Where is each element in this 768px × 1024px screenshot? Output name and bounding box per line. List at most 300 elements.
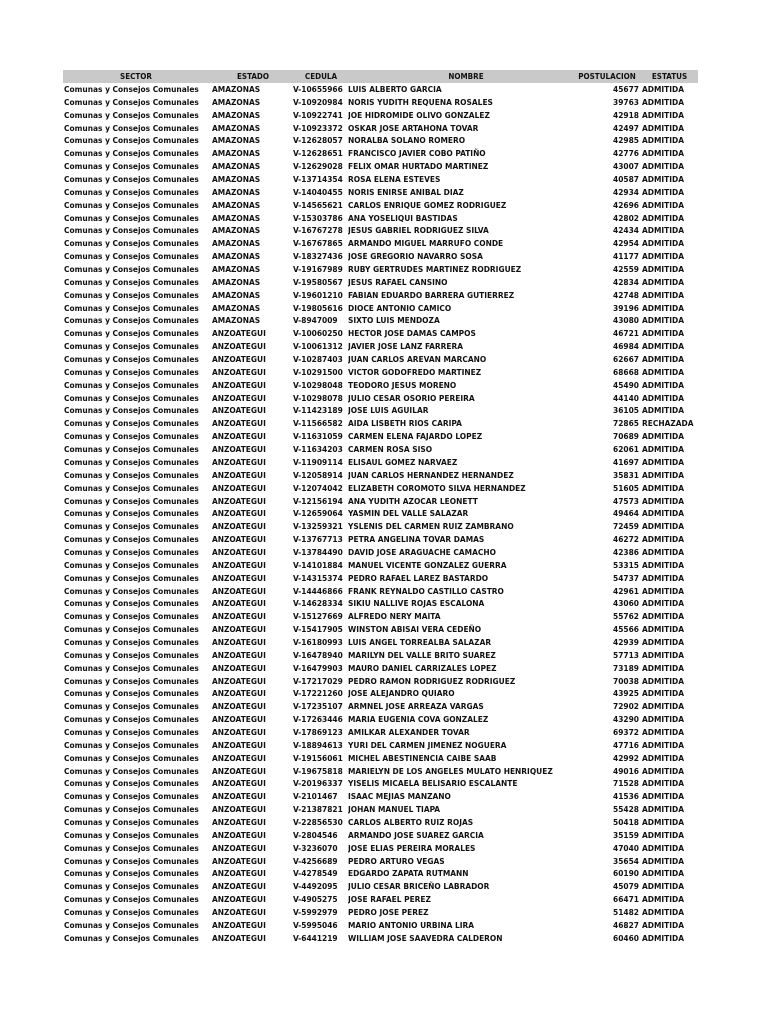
cell-cedula: V-19675818 bbox=[293, 765, 343, 776]
table-row bbox=[63, 636, 698, 649]
table-row bbox=[63, 932, 698, 945]
cell-cedula: V-12628057 bbox=[293, 135, 343, 146]
cell-postulacion: 51482 bbox=[613, 907, 639, 917]
cell-cedula: V-10287403 bbox=[293, 354, 343, 365]
cell-sector: Comunas y Consejos Comunales bbox=[64, 546, 199, 557]
table-row bbox=[63, 443, 698, 456]
cell-cedula: V-10298078 bbox=[293, 392, 343, 403]
cell-estado: ANZOATEGUI bbox=[212, 816, 266, 827]
cell-nombre: JULIO CESAR BRICEÑO LABRADOR bbox=[348, 881, 490, 892]
table-row bbox=[63, 777, 698, 790]
cell-cedula: V-13714354 bbox=[293, 174, 343, 185]
cell-sector: Comunas y Consejos Comunales bbox=[64, 225, 199, 236]
cell-postulacion: 49464 bbox=[613, 508, 639, 519]
table-row bbox=[63, 186, 698, 199]
cell-nombre: MARILYN DEL VALLE BRITO SUAREZ bbox=[348, 649, 496, 660]
cell-estado: ANZOATEGUI bbox=[212, 649, 266, 660]
cell-nombre: CARMEN ELENA FAJARDO LOPEZ bbox=[348, 431, 483, 442]
cell-sector: Comunas y Consejos Comunales bbox=[64, 932, 199, 943]
table-row bbox=[63, 816, 698, 829]
table-row bbox=[63, 276, 698, 289]
cell-nombre: PEDRO RAMON RODRIGUEZ RODRIGUEZ bbox=[348, 675, 516, 686]
cell-postulacion: 42776 bbox=[613, 148, 639, 159]
cell-nombre: YSLENIS DEL CARMEN RUIZ ZAMBRANO bbox=[348, 521, 514, 532]
cell-sector: Comunas y Consejos Comunales bbox=[64, 611, 199, 622]
cell-postulacion: 45566 bbox=[613, 624, 639, 635]
cell-cedula: V-4905275 bbox=[293, 894, 338, 905]
cell-sector: Comunas y Consejos Comunales bbox=[64, 534, 199, 545]
cell-cedula: V-19601210 bbox=[293, 289, 343, 300]
cell-sector: Comunas y Consejos Comunales bbox=[64, 791, 199, 802]
cell-estado: ANZOATEGUI bbox=[212, 366, 266, 377]
cell-estatus: ADMITIDA bbox=[642, 366, 685, 377]
cell-postulacion: 55762 bbox=[613, 611, 639, 622]
cell-estado: ANZOATEGUI bbox=[212, 495, 266, 506]
cell-estatus: ADMITIDA bbox=[642, 328, 685, 339]
cell-sector: Comunas y Consejos Comunales bbox=[64, 842, 199, 853]
cell-estado: AMAZONAS bbox=[212, 315, 261, 326]
cell-estatus: ADMITIDA bbox=[642, 431, 685, 442]
cell-cedula: V-19156061 bbox=[293, 752, 343, 763]
cell-estatus: ADMITIDA bbox=[642, 225, 685, 236]
cell-cedula: V-4256689 bbox=[293, 855, 338, 866]
cell-sector: Comunas y Consejos Comunales bbox=[64, 765, 199, 776]
cell-sector: Comunas y Consejos Comunales bbox=[64, 212, 199, 223]
cell-cedula: V-17217029 bbox=[293, 675, 343, 686]
cell-postulacion: 45079 bbox=[613, 881, 639, 892]
cell-sector: Comunas y Consejos Comunales bbox=[64, 636, 199, 647]
table-row bbox=[63, 417, 698, 430]
cell-estatus: ADMITIDA bbox=[642, 688, 685, 699]
cell-estatus: ADMITIDA bbox=[642, 289, 685, 300]
cell-estado: ANZOATEGUI bbox=[212, 778, 266, 789]
cell-sector: Comunas y Consejos Comunales bbox=[64, 739, 199, 750]
cell-sector: Comunas y Consejos Comunales bbox=[64, 559, 199, 570]
cell-nombre: WINSTON ABISAI VERA CEDEÑO bbox=[348, 624, 482, 635]
cell-cedula: V-10291500 bbox=[293, 366, 343, 377]
cell-postulacion: 57713 bbox=[613, 649, 639, 660]
cell-sector: Comunas y Consejos Comunales bbox=[64, 726, 199, 737]
cell-nombre: RUBY GERTRUDES MARTINEZ RODRIGUEZ bbox=[348, 264, 522, 275]
cell-cedula: V-4492095 bbox=[293, 881, 338, 892]
cell-nombre: NORALBA SOLANO ROMERO bbox=[348, 135, 466, 146]
cell-sector: Comunas y Consejos Comunales bbox=[64, 804, 199, 815]
table-row bbox=[63, 212, 698, 225]
cell-nombre: JULIO CESAR OSORIO PEREIRA bbox=[348, 392, 475, 403]
cell-estatus: ADMITIDA bbox=[642, 855, 685, 866]
cell-sector: Comunas y Consejos Comunales bbox=[64, 354, 199, 365]
cell-estado: AMAZONAS bbox=[212, 225, 261, 236]
table-row bbox=[63, 96, 698, 109]
header-postulacion: POSTULACION bbox=[578, 72, 636, 81]
cell-sector: Comunas y Consejos Comunales bbox=[64, 199, 199, 210]
cell-nombre: MAURO DANIEL CARRIZALES LOPEZ bbox=[348, 662, 497, 673]
cell-estatus: ADMITIDA bbox=[642, 482, 685, 493]
cell-postulacion: 41697 bbox=[613, 456, 639, 467]
cell-nombre: PEDRO RAFAEL LAREZ BASTARDO bbox=[348, 572, 489, 583]
cell-cedula: V-14040455 bbox=[293, 186, 343, 197]
table-row bbox=[63, 803, 698, 816]
cell-sector: Comunas y Consejos Comunales bbox=[64, 881, 199, 892]
cell-sector: Comunas y Consejos Comunales bbox=[64, 238, 199, 249]
cell-estado: ANZOATEGUI bbox=[212, 662, 266, 673]
cell-sector: Comunas y Consejos Comunales bbox=[64, 366, 199, 377]
cell-estado: ANZOATEGUI bbox=[212, 842, 266, 853]
cell-cedula: V-11631059 bbox=[293, 431, 343, 442]
cell-cedula: V-11634203 bbox=[293, 444, 343, 455]
cell-sector: Comunas y Consejos Comunales bbox=[64, 405, 199, 416]
cell-sector: Comunas y Consejos Comunales bbox=[64, 186, 199, 197]
cell-cedula: V-20196337 bbox=[293, 778, 343, 789]
table-row bbox=[63, 392, 698, 405]
cell-nombre: MANUEL VICENTE GONZALEZ GUERRA bbox=[348, 559, 507, 570]
cell-nombre: ISAAC MEJIAS MANZANO bbox=[348, 791, 451, 802]
cell-estado: ANZOATEGUI bbox=[212, 508, 266, 519]
cell-postulacion: 42961 bbox=[613, 585, 639, 596]
cell-cedula: V-2804546 bbox=[293, 829, 338, 840]
cell-estado: ANZOATEGUI bbox=[212, 611, 266, 622]
cell-estado: AMAZONAS bbox=[212, 276, 261, 287]
cell-postulacion: 42802 bbox=[613, 212, 639, 223]
cell-estado: AMAZONAS bbox=[212, 289, 261, 300]
cell-estado: ANZOATEGUI bbox=[212, 444, 266, 455]
cell-nombre: CARLOS ALBERTO RUIZ ROJAS bbox=[348, 816, 474, 827]
cell-cedula: V-5995046 bbox=[293, 919, 338, 930]
cell-estado: ANZOATEGUI bbox=[212, 624, 266, 635]
cell-postulacion: 36105 bbox=[613, 405, 639, 416]
cell-estado: ANZOATEGUI bbox=[212, 894, 266, 905]
cell-nombre: FRANCISCO JAVIER COBO PATIÑO bbox=[348, 148, 486, 159]
cell-sector: Comunas y Consejos Comunales bbox=[64, 624, 199, 635]
table-row bbox=[63, 855, 698, 868]
cell-nombre: ELIZABETH COROMOTO SILVA HERNANDEZ bbox=[348, 482, 526, 493]
cell-estatus: ADMITIDA bbox=[642, 122, 685, 133]
cell-sector: Comunas y Consejos Comunales bbox=[64, 829, 199, 840]
cell-estado: AMAZONAS bbox=[212, 161, 261, 172]
cell-nombre: JAVIER JOSE LANZ FARRERA bbox=[348, 341, 464, 352]
cell-estado: AMAZONAS bbox=[212, 122, 261, 133]
cell-estado: AMAZONAS bbox=[212, 199, 261, 210]
cell-cedula: V-19580567 bbox=[293, 276, 343, 287]
cell-estatus: ADMITIDA bbox=[642, 739, 685, 750]
cell-postulacion: 40587 bbox=[613, 174, 639, 185]
cell-estado: ANZOATEGUI bbox=[212, 829, 266, 840]
table-row bbox=[63, 507, 698, 520]
table-row bbox=[63, 687, 698, 700]
cell-nombre: FRANK REYNALDO CASTILLO CASTRO bbox=[348, 585, 504, 596]
cell-nombre: JOSE ALEJANDRO QUIARO bbox=[348, 688, 455, 699]
cell-cedula: V-6441219 bbox=[293, 932, 338, 943]
cell-cedula: V-10922741 bbox=[293, 109, 343, 120]
cell-sector: Comunas y Consejos Comunales bbox=[64, 341, 199, 352]
cell-estatus: ADMITIDA bbox=[642, 456, 685, 467]
cell-sector: Comunas y Consejos Comunales bbox=[64, 688, 199, 699]
cell-postulacion: 43290 bbox=[613, 714, 639, 725]
cell-cedula: V-3236070 bbox=[293, 842, 338, 853]
cell-cedula: V-14101884 bbox=[293, 559, 343, 570]
cell-postulacion: 60190 bbox=[613, 868, 639, 879]
cell-estatus: ADMITIDA bbox=[642, 726, 685, 737]
cell-estatus: ADMITIDA bbox=[642, 84, 685, 94]
cell-estado: ANZOATEGUI bbox=[212, 855, 266, 866]
cell-estatus: ADMITIDA bbox=[642, 354, 685, 365]
cell-cedula: V-14565621 bbox=[293, 199, 343, 210]
cell-nombre: FELIX OMAR HURTADO MARTINEZ bbox=[348, 161, 489, 172]
cell-sector: Comunas y Consejos Comunales bbox=[64, 418, 199, 429]
cell-postulacion: 41536 bbox=[613, 791, 639, 802]
cell-cedula: V-2101467 bbox=[293, 791, 338, 802]
cell-cedula: V-4278549 bbox=[293, 868, 338, 879]
table-row bbox=[63, 893, 698, 906]
table-row bbox=[63, 134, 698, 147]
cell-estatus: ADMITIDA bbox=[642, 585, 685, 596]
cell-estado: ANZOATEGUI bbox=[212, 688, 266, 699]
cell-nombre: HECTOR JOSE DAMAS CAMPOS bbox=[348, 328, 476, 339]
table-row bbox=[63, 366, 698, 379]
cell-sector: Comunas y Consejos Comunales bbox=[64, 444, 199, 455]
table-row bbox=[63, 83, 698, 96]
cell-nombre: ANA YUDITH AZOCAR LEONETT bbox=[348, 495, 478, 506]
cell-estado: AMAZONAS bbox=[212, 302, 261, 313]
cell-postulacion: 42434 bbox=[613, 225, 639, 236]
cell-sector: Comunas y Consejos Comunales bbox=[64, 508, 199, 519]
cell-nombre: AMILKAR ALEXANDER TOVAR bbox=[348, 726, 470, 737]
cell-postulacion: 71528 bbox=[613, 778, 639, 789]
header-cedula: CEDULA bbox=[304, 72, 338, 81]
cell-estatus: ADMITIDA bbox=[642, 675, 685, 686]
cell-estado: ANZOATEGUI bbox=[212, 804, 266, 815]
table-body bbox=[63, 83, 698, 945]
cell-postulacion: 42954 bbox=[613, 238, 639, 249]
cell-cedula: V-11566582 bbox=[293, 418, 343, 429]
cell-estatus: ADMITIDA bbox=[642, 868, 685, 879]
cell-nombre: CARMEN ROSA SISO bbox=[348, 444, 433, 455]
cell-postulacion: 69372 bbox=[613, 726, 639, 737]
cell-estado: ANZOATEGUI bbox=[212, 919, 266, 930]
cell-nombre: YASMIN DEL VALLE SALAZAR bbox=[348, 508, 469, 519]
cell-postulacion: 42386 bbox=[613, 546, 639, 557]
cell-postulacion: 42992 bbox=[613, 752, 639, 763]
cell-cedula: V-5992979 bbox=[293, 907, 338, 917]
table-row bbox=[63, 906, 698, 919]
cell-cedula: V-14628334 bbox=[293, 598, 343, 609]
cell-sector: Comunas y Consejos Comunales bbox=[64, 161, 199, 172]
table-row bbox=[63, 726, 698, 739]
cell-nombre: JOHAN MANUEL TIAPA bbox=[348, 804, 441, 815]
cell-estatus: ADMITIDA bbox=[642, 135, 685, 146]
cell-estatus: ADMITIDA bbox=[642, 919, 685, 930]
cell-cedula: V-17221260 bbox=[293, 688, 343, 699]
cell-nombre: JOSE GREGORIO NAVARRO SOSA bbox=[348, 251, 483, 262]
cell-estado: ANZOATEGUI bbox=[212, 469, 266, 480]
cell-sector: Comunas y Consejos Comunales bbox=[64, 264, 199, 275]
table-row bbox=[63, 353, 698, 366]
cell-sector: Comunas y Consejos Comunales bbox=[64, 598, 199, 609]
cell-estatus: ADMITIDA bbox=[642, 276, 685, 287]
cell-sector: Comunas y Consejos Comunales bbox=[64, 919, 199, 930]
cell-postulacion: 42834 bbox=[613, 276, 639, 287]
cell-sector: Comunas y Consejos Comunales bbox=[64, 122, 199, 133]
cell-cedula: V-10060250 bbox=[293, 328, 343, 339]
cell-cedula: V-14315374 bbox=[293, 572, 343, 583]
cell-cedula: V-19167989 bbox=[293, 264, 343, 275]
cell-estado: ANZOATEGUI bbox=[212, 572, 266, 583]
cell-sector: Comunas y Consejos Comunales bbox=[64, 714, 199, 725]
cell-estatus: ADMITIDA bbox=[642, 907, 685, 917]
cell-sector: Comunas y Consejos Comunales bbox=[64, 109, 199, 120]
table-row bbox=[63, 250, 698, 263]
header-estatus: ESTATUS bbox=[651, 72, 688, 81]
cell-estatus: ADMITIDA bbox=[642, 778, 685, 789]
cell-cedula: V-17235107 bbox=[293, 701, 343, 712]
cell-estatus: ADMITIDA bbox=[642, 791, 685, 802]
cell-estatus: ADMITIDA bbox=[642, 405, 685, 416]
cell-postulacion: 43080 bbox=[613, 315, 639, 326]
cell-estado: AMAZONAS bbox=[212, 212, 261, 223]
cell-cedula: V-19805616 bbox=[293, 302, 343, 313]
cell-estatus: ADMITIDA bbox=[642, 521, 685, 532]
cell-postulacion: 70689 bbox=[613, 431, 639, 442]
cell-estatus: ADMITIDA bbox=[642, 649, 685, 660]
cell-estatus: ADMITIDA bbox=[642, 804, 685, 815]
cell-estado: AMAZONAS bbox=[212, 84, 261, 94]
cell-cedula: V-15303786 bbox=[293, 212, 343, 223]
cell-postulacion: 42985 bbox=[613, 135, 639, 146]
table-row bbox=[63, 662, 698, 675]
cell-cedula: V-12156194 bbox=[293, 495, 343, 506]
cell-postulacion: 46827 bbox=[613, 919, 639, 930]
table-row bbox=[63, 533, 698, 546]
cell-cedula: V-12629028 bbox=[293, 161, 343, 172]
cell-cedula: V-10298048 bbox=[293, 379, 343, 390]
cell-estado: ANZOATEGUI bbox=[212, 405, 266, 416]
cell-estatus: ADMITIDA bbox=[642, 624, 685, 635]
cell-cedula: V-17263446 bbox=[293, 714, 343, 725]
table-row bbox=[63, 289, 698, 302]
cell-cedula: V-10061312 bbox=[293, 341, 343, 352]
cell-estatus: ADMITIDA bbox=[642, 148, 685, 159]
cell-postulacion: 44140 bbox=[613, 392, 639, 403]
cell-sector: Comunas y Consejos Comunales bbox=[64, 276, 199, 287]
cell-postulacion: 46984 bbox=[613, 341, 639, 352]
table-row bbox=[63, 224, 698, 237]
cell-estado: AMAZONAS bbox=[212, 251, 261, 262]
table-row bbox=[63, 790, 698, 803]
cell-sector: Comunas y Consejos Comunales bbox=[64, 135, 199, 146]
cell-nombre: SIKIU NALLIVE ROJAS ESCALONA bbox=[348, 598, 485, 609]
cell-estado: ANZOATEGUI bbox=[212, 392, 266, 403]
cell-estatus: ADMITIDA bbox=[642, 392, 685, 403]
table-row bbox=[63, 263, 698, 276]
cell-estado: ANZOATEGUI bbox=[212, 341, 266, 352]
cell-sector: Comunas y Consejos Comunales bbox=[64, 328, 199, 339]
cell-postulacion: 54737 bbox=[613, 572, 639, 583]
cell-postulacion: 43925 bbox=[613, 688, 639, 699]
cell-nombre: YISELIS MICAELA BELISARIO ESCALANTE bbox=[348, 778, 518, 789]
cell-nombre: NORIS YUDITH REQUENA ROSALES bbox=[348, 96, 493, 107]
cell-estatus: ADMITIDA bbox=[642, 251, 685, 262]
cell-cedula: V-21387821 bbox=[293, 804, 343, 815]
cell-nombre: JOSE RAFAEL PEREZ bbox=[348, 894, 431, 905]
cell-estatus: ADMITIDA bbox=[642, 212, 685, 223]
cell-postulacion: 41177 bbox=[613, 251, 639, 262]
cell-cedula: V-12074042 bbox=[293, 482, 343, 493]
cell-estatus: ADMITIDA bbox=[642, 238, 685, 249]
cell-estatus: ADMITIDA bbox=[642, 611, 685, 622]
cell-postulacion: 70038 bbox=[613, 675, 639, 686]
cell-postulacion: 53315 bbox=[613, 559, 639, 570]
table-row bbox=[63, 675, 698, 688]
cell-estado: ANZOATEGUI bbox=[212, 636, 266, 647]
table-row bbox=[63, 585, 698, 598]
table-row bbox=[63, 700, 698, 713]
cell-estado: AMAZONAS bbox=[212, 264, 261, 275]
cell-cedula: V-16767865 bbox=[293, 238, 343, 249]
cell-sector: Comunas y Consejos Comunales bbox=[64, 392, 199, 403]
cell-estado: ANZOATEGUI bbox=[212, 456, 266, 467]
cell-nombre: SIXTO LUIS MENDOZA bbox=[348, 315, 440, 326]
cell-postulacion: 47040 bbox=[613, 842, 639, 853]
table-row bbox=[63, 867, 698, 880]
cell-estado: ANZOATEGUI bbox=[212, 418, 266, 429]
cell-estatus: ADMITIDA bbox=[642, 109, 685, 120]
cell-estatus: ADMITIDA bbox=[642, 714, 685, 725]
table-row bbox=[63, 237, 698, 250]
cell-postulacion: 72865 bbox=[613, 418, 639, 429]
cell-cedula: V-16478940 bbox=[293, 649, 343, 660]
cell-nombre: PEDRO JOSE PEREZ bbox=[348, 907, 429, 917]
cell-estado: AMAZONAS bbox=[212, 135, 261, 146]
cell-sector: Comunas y Consejos Comunales bbox=[64, 289, 199, 300]
cell-estado: AMAZONAS bbox=[212, 148, 261, 159]
cell-nombre: WILLIAM JOSE SAAVEDRA CALDERON bbox=[348, 932, 503, 943]
cell-estado: ANZOATEGUI bbox=[212, 907, 266, 917]
cell-postulacion: 42939 bbox=[613, 636, 639, 647]
cell-postulacion: 50418 bbox=[613, 816, 639, 827]
cell-sector: Comunas y Consejos Comunales bbox=[64, 701, 199, 712]
cell-estatus: ADMITIDA bbox=[642, 96, 685, 107]
cell-cedula: V-13784490 bbox=[293, 546, 343, 557]
cell-postulacion: 45490 bbox=[613, 379, 639, 390]
cell-estatus: ADMITIDA bbox=[642, 161, 685, 172]
cell-postulacion: 62061 bbox=[613, 444, 639, 455]
cell-sector: Comunas y Consejos Comunales bbox=[64, 456, 199, 467]
cell-estado: ANZOATEGUI bbox=[212, 585, 266, 596]
cell-estatus: ADMITIDA bbox=[642, 174, 685, 185]
cell-cedula: V-15127669 bbox=[293, 611, 343, 622]
table-row bbox=[63, 520, 698, 533]
cell-sector: Comunas y Consejos Comunales bbox=[64, 482, 199, 493]
cell-estado: AMAZONAS bbox=[212, 96, 261, 107]
cell-nombre: YURI DEL CARMEN JIMENEZ NOGUERA bbox=[348, 739, 507, 750]
cell-sector: Comunas y Consejos Comunales bbox=[64, 174, 199, 185]
cell-sector: Comunas y Consejos Comunales bbox=[64, 302, 199, 313]
cell-postulacion: 39196 bbox=[613, 302, 639, 313]
cell-nombre: ARMNEL JOSE ARREAZA VARGAS bbox=[348, 701, 484, 712]
cell-cedula: V-10655966 bbox=[293, 84, 343, 94]
cell-cedula: V-11423189 bbox=[293, 405, 343, 416]
cell-nombre: EDGARDO ZAPATA RUTMANN bbox=[348, 868, 469, 879]
cell-nombre: OSKAR JOSE ARTAHONA TOVAR bbox=[348, 122, 479, 133]
cell-estado: ANZOATEGUI bbox=[212, 752, 266, 763]
cell-postulacion: 35654 bbox=[613, 855, 639, 866]
cell-nombre: MICHEL ABESTINENCIA CAIBE SAAB bbox=[348, 752, 497, 763]
cell-sector: Comunas y Consejos Comunales bbox=[64, 778, 199, 789]
header-nombre: NOMBRE bbox=[448, 72, 484, 81]
table-row bbox=[63, 109, 698, 122]
cell-cedula: V-11909114 bbox=[293, 456, 343, 467]
cell-postulacion: 72459 bbox=[613, 521, 639, 532]
